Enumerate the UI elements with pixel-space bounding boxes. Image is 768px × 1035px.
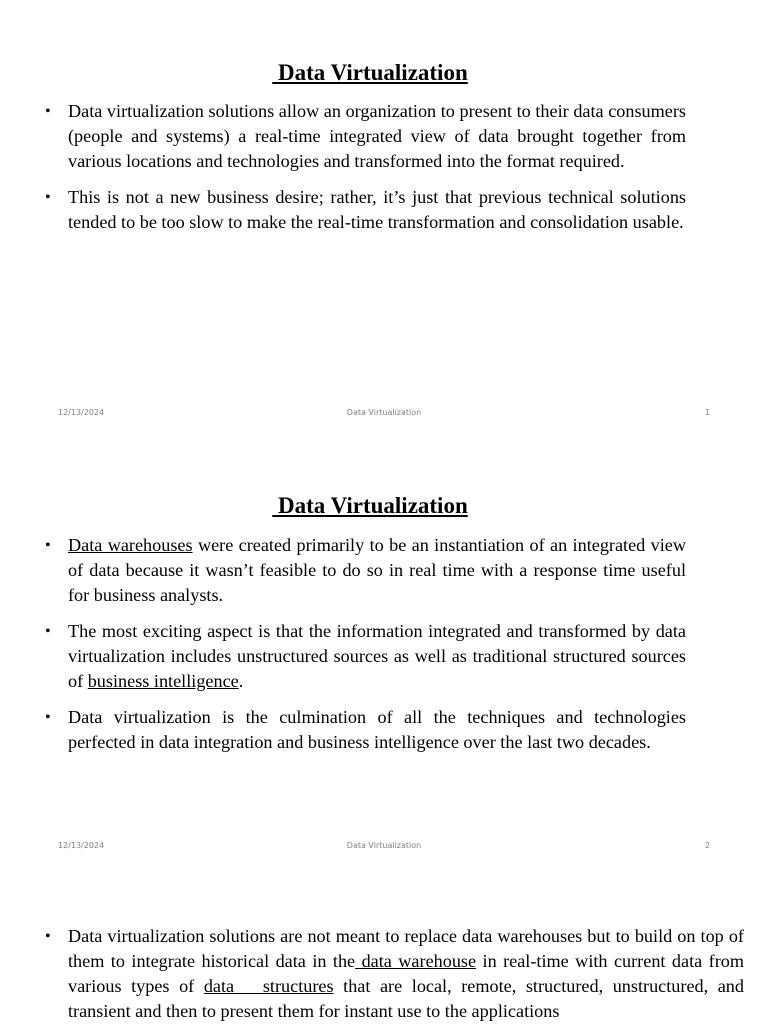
bullet-icon: • [45,928,51,945]
bullet-list [0,533,686,766]
footer-date: 12/13/2024 [58,408,105,417]
footer-title: Data Virtualization [346,841,422,850]
bullet-text: This is not a new business desire; rather, it’s just that previous technical solutions tended to be too slow to make the real-time transformation and consolidation usable. [68,187,686,232]
bullet-item [0,705,686,755]
bullet-item [0,619,686,694]
footer-page-number: 1 [705,408,711,417]
bullet-text: Data virtualization is the culmination of all the techniques and technologies perfected in data integration and business intelligence over the last two decades. [68,707,686,752]
bullet-icon: • [45,709,51,726]
bullet-item [0,185,686,235]
bullet-icon: • [45,103,51,120]
bullet-text: Data virtualization solutions are not meant to replace data warehouses but to build on top of them to integrate historical data in the [68,926,744,971]
bullet-list [0,924,744,1035]
slide-2 [0,433,768,866]
footer-title: Data Virtualization [346,408,422,417]
data-warehouses-link[interactable]: Data warehouses [68,535,193,555]
footer-date: 12/13/2024 [58,841,105,850]
bullet-text-end: that are local, remote, structured, unstructured, and transient and then to present them for instant use to the applications [68,976,744,1021]
bullet-text-end: . [238,671,244,691]
bullet-item [0,99,686,174]
business-intelligence-link[interactable]: business intelligence [87,671,239,691]
bullet-list [0,99,686,246]
slide-3 [0,866,768,1024]
data-warehouse-link[interactable]: data warehouse [355,951,477,971]
slide-title: Data Virtualization [272,493,468,518]
data-structures-link[interactable]: data structures [203,976,334,996]
bullet-item [0,924,744,1024]
bullet-text: were created primarily to be an instantiation of an integrated view of data because it wasn’t feasible to do so in real time with a response time useful for business analysts. [68,535,686,605]
bullet-icon: • [45,623,51,640]
slide-1 [0,0,768,433]
bullet-text: The most exciting aspect is that the information integrated and transformed by data virtualization includes unstructured sources as well as traditional structured sources of [68,621,686,691]
bullet-icon: • [45,537,51,554]
bullet-text-mid: in real-time with current data from various types of [68,951,744,996]
bullet-item [0,533,686,608]
bullet-icon: • [45,189,51,206]
footer-page-number: 2 [705,841,711,850]
slide-title: Data Virtualization [272,60,468,85]
bullet-text: Data virtualization solutions allow an organization to present to their data consumers (people and systems) a real-time integrated view of data brought together from various locations and technologies and transformed into the format required. [68,101,686,171]
